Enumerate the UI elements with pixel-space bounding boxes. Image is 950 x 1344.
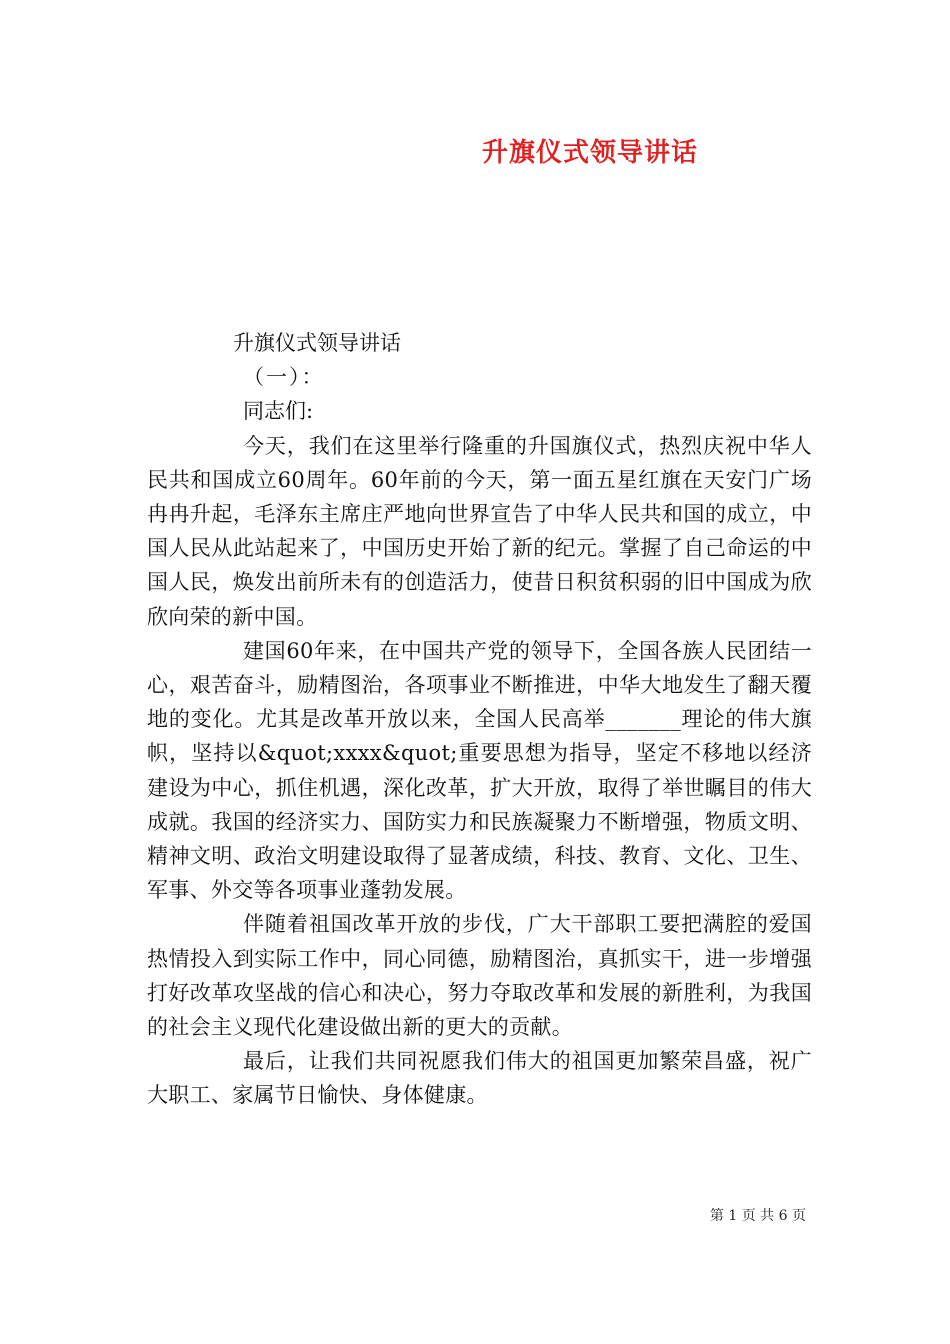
- section-label: （一）：: [243, 365, 325, 390]
- paragraph: 伴随着祖国改革开放的步伐，广大干部职工要把满腔的爱国热情投入到实际工作中，同心同德，励精图治，真抓实干，进一步增强打好改革攻坚战的信心和决心，努力夺取改革和发展的新胜利，为我国的社会主义现代化建设做出新的更大的贡献。: [147, 912, 812, 1040]
- paragraph: 今天，我们在这里举行隆重的升国旗仪式，热烈庆祝中华人民共和国成立60周年。60年前的今天，第一面五星红旗在天安门广场冉冉升起，毛泽东主席庄严地向世界宣告了中华人民共和国的成立，中国人民从此站起来了，中国历史开始了新的纪元。掌握了自己命运的中国人民，焕发出前所未有的创造活力，使昔日积贫积弱的旧中国成为欣欣向荣的新中国。: [147, 433, 812, 629]
- paragraph: 最后，让我们共同祝愿我们伟大的祖国更加繁荣昌盛，祝广大职工、家属节日愉快、身体健康。: [147, 1049, 812, 1108]
- document-title: 升旗仪式领导讲话: [481, 138, 698, 168]
- paragraph: 建国60年来，在中国共产党的领导下，全国各族人民团结一心，艰苦奋斗，励精图治，各项事业不断推进，中华大地发生了翻天覆地的变化。尤其是改革开放以来，全国人民高举_______理论的伟大旗帜，坚持以&quot;xxxx&quot;重要思想为指导，坚定不移地以经济建设为中心，抓住机遇，深化改革，扩大开放，取得了举世瞩目的伟大成就。我国的经济实力、国防实力和民族凝聚力不断增强，物质文明、精神文明、政治文明建设取得了显著成绩，科技、教育、文化、卫生、军事、外交等各项事业蓬勃发展。: [147, 638, 812, 903]
- page-number: 第 1 页 共 6 页: [709, 1208, 806, 1224]
- subtitle: 升旗仪式领导讲话: [233, 331, 401, 355]
- greeting: 同志们:: [243, 399, 314, 424]
- document-body: [147, 326, 812, 1113]
